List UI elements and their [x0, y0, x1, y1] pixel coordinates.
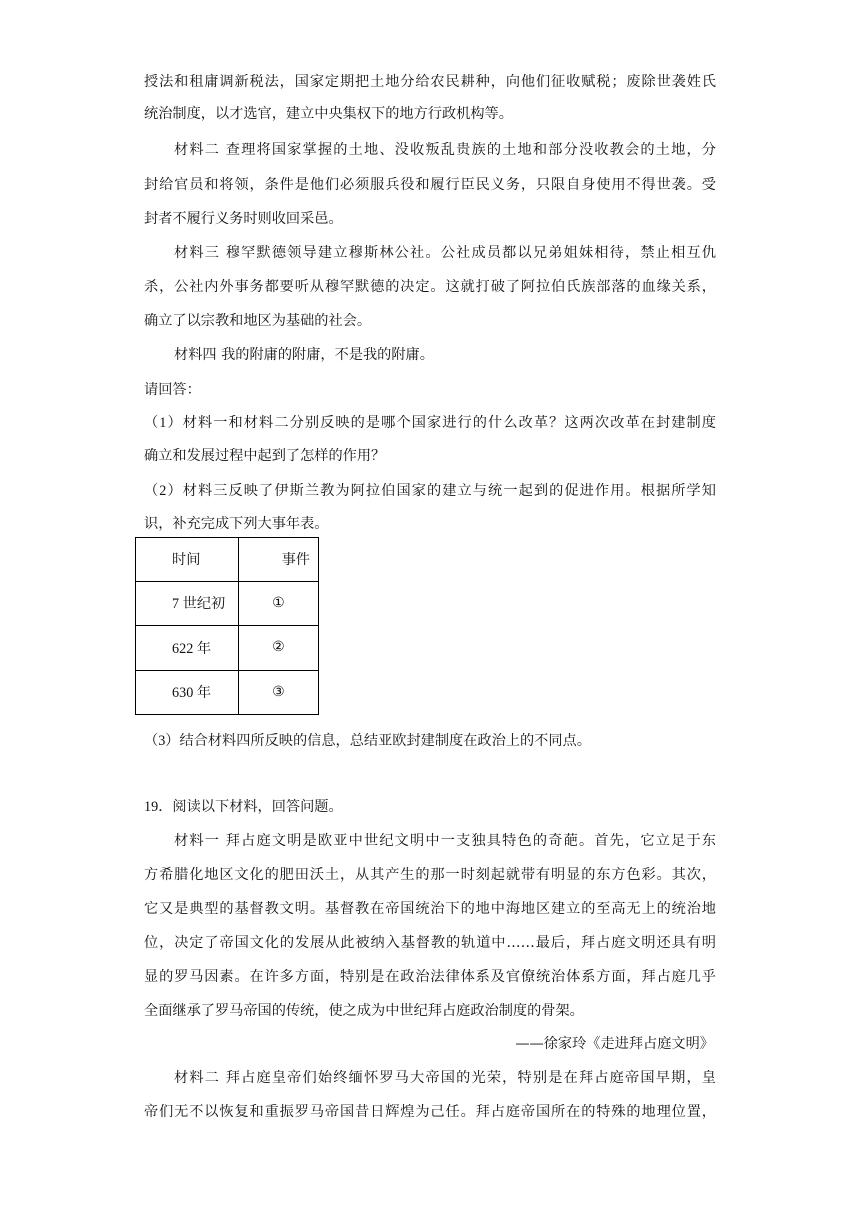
q19-material1-source: ——徐家玲《走进拜占庭文明》 [515, 1036, 714, 1052]
question-2-line-2: 识，补充完成下列大事年表。 [144, 516, 329, 532]
q19-material1-line-2: 方希腊化地区文化的肥田沃土，从其产生的那一时刻起就带有明显的东方色彩。其次， [144, 867, 716, 883]
table-cell-time: 630 年 [136, 670, 239, 715]
table-cell-event: ③ [239, 670, 319, 715]
question-2-line-1: （2）材料三反映了伊斯兰教为阿拉伯国家的建立与统一起到的促进作用。根据所学知 [144, 483, 716, 499]
q19-material1-line-6: 全面继承了罗马帝国的传统，使之成为中世纪拜占庭政治制度的骨架。 [144, 1003, 584, 1019]
q19-material1-line-3: 它又是典型的基督教文明。基督教在帝国统治下的地中海地区建立的至高无上的统治地 [144, 901, 716, 917]
table-row [136, 626, 319, 671]
table-row [136, 670, 319, 715]
prompt-answer: 请回答： [144, 382, 201, 398]
table-cell-time: 7 世纪初 [136, 581, 239, 626]
question-19-title: 19．阅读以下材料，回答问题。 [144, 799, 343, 815]
table-cell-time: 622 年 [136, 626, 239, 671]
material3-line-2: 杀，公社内外事务都要听从穆罕默德的决定。这就打破了阿拉伯氏族部落的血缘关系， [144, 279, 716, 295]
table-cell-event: ① [239, 581, 319, 626]
table-row [136, 581, 319, 626]
material2-line-1: 材料二 查理将国家掌握的土地、没收叛乱贵族的土地和部分没收教会的土地，分 [174, 142, 716, 158]
material4-line: 材料四 我的附庸的附庸，不是我的附庸。 [174, 347, 434, 363]
material1-line-2: 统治制度，以才选官，建立中央集权下的地方行政机构等。 [144, 106, 513, 122]
q19-material2-line-2: 帝们无不以恢复和重振罗马帝国昔日辉煌为己任。拜占庭帝国所在的特殊的地理位置， [144, 1104, 716, 1120]
material3-line-1: 材料三 穆罕默德领导建立穆斯林公社。公社成员都以兄弟姐妹相待，禁止相互仇 [174, 245, 716, 261]
table-header-row [136, 538, 319, 582]
table-cell-event: ② [239, 626, 319, 671]
question-1-line-2: 确立和发展过程中起到了怎样的作用？ [144, 448, 386, 464]
table-header-time: 时间 [136, 538, 239, 582]
q19-material1-line-5: 显的罗马因素。在许多方面，特别是在政治法律体系及官僚统治体系方面，拜占庭几乎 [144, 969, 716, 985]
question-1-line-1: （1）材料一和材料二分别反映的是哪个国家进行的什么改革？这两次改革在封建制度 [144, 415, 716, 431]
q19-material1-line-1: 材料一 拜占庭文明是欧亚中世纪文明中一支独具特色的奇葩。首先，它立足于东 [174, 833, 716, 849]
material1-line-1: 授法和租庸调新税法，国家定期把土地分给农民耕种，向他们征收赋税；废除世袭姓氏 [144, 74, 716, 90]
material2-line-3: 封者不履行义务时则收回采邑。 [144, 211, 343, 227]
q19-material1-line-4: 位，决定了帝国文化的发展从此被纳入基督教的轨道中……最后，拜占庭文明还具有明 [144, 935, 716, 951]
chronology-table [135, 537, 319, 715]
q19-material2-line-1: 材料二 拜占庭皇帝们始终缅怀罗马大帝国的光荣，特别是在拜占庭帝国早期，皇 [174, 1070, 716, 1086]
table-header-event: 事件 [239, 538, 319, 582]
question-3: （3）结合材料四所反映的信息，总结亚欧封建制度在政治上的不同点。 [144, 733, 591, 749]
material2-line-2: 封给官员和将领，条件是他们必须服兵役和履行臣民义务，只限自身使用不得世袭。受 [144, 177, 716, 193]
material3-line-3: 确立了以宗教和地区为基础的社会。 [144, 313, 372, 329]
